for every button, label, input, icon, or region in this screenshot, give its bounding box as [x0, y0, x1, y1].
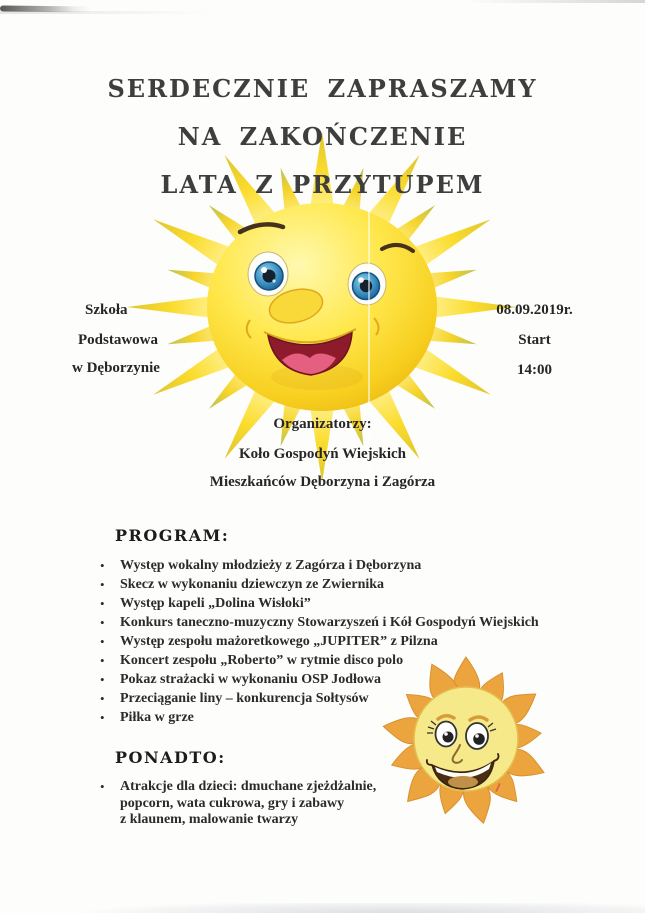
- organizers-line-2: Mieszkańców Dęborzyna i Zagórza: [209, 474, 436, 490]
- scan-crease-line: [368, 198, 370, 486]
- organizers-line-1: Koło Gospodyń Wiejskich: [239, 446, 406, 462]
- school-line-2: Podstawowa: [78, 332, 159, 348]
- program-item: [100, 556, 539, 575]
- program-heading: PROGRAM:: [115, 526, 230, 545]
- school-line-3: w Dęborzynie: [72, 360, 160, 376]
- bullet-icon: •: [100, 672, 105, 687]
- scan-smudge-top-faint: [0, 11, 210, 14]
- title-line-3: LATA Z PRZYTUPEM: [160, 170, 485, 199]
- ponadto-heading: PONADTO:: [115, 748, 226, 767]
- program-item: [100, 632, 539, 651]
- bullet-icon: •: [100, 691, 105, 706]
- bullet-icon: •: [100, 779, 105, 794]
- program-item: [100, 575, 539, 594]
- scan-smudge-bottom: [0, 903, 645, 913]
- event-info: [462, 302, 607, 392]
- ponadto-line-3: z klaunem, malowanie twarzy: [120, 812, 299, 827]
- program-item-label: Występ kapeli „Dolina Wisłoki”: [120, 596, 311, 611]
- scan-edge-top-right: [465, 0, 645, 3]
- bullet-icon: •: [100, 653, 105, 668]
- bullet-icon: •: [100, 634, 105, 649]
- event-date: 08.09.2019r.: [496, 302, 573, 318]
- bullet-icon: •: [100, 710, 105, 725]
- title-line-1: SERDECZNIE ZAPRASZAMY: [107, 74, 538, 103]
- organizers-heading: Organizatorzy:: [273, 416, 372, 432]
- program-item-label: Skecz w wykonaniu dziewczyn ze Zwiernika: [120, 577, 385, 592]
- program-item-label: Przeciąganie liny – konkurencja Sołtysów: [120, 691, 369, 706]
- program-item: [100, 613, 539, 632]
- ponadto-line-2: popcorn, wata cukrowa, gry i zabawy: [120, 795, 345, 811]
- ponadto-item: [100, 779, 376, 829]
- program-item-label: Występ wokalny młodzieży z Zagórza i Dęborzyna: [120, 558, 422, 573]
- school-line-1: Szkoła: [85, 302, 128, 318]
- ponadto-item-text: [120, 779, 376, 829]
- title-line-2: NA ZAKOŃCZENIE: [177, 122, 468, 151]
- program-item: [100, 594, 539, 613]
- event-start-label: Start: [518, 332, 551, 348]
- program-item-label: Koncert zespołu „Roberto” w rytmie disco polo: [120, 653, 404, 668]
- bullet-icon: •: [100, 615, 105, 630]
- bullet-icon: •: [100, 577, 105, 592]
- program-item-label: Występ zespołu mażoretkowego „JUPITER” z Pilzna: [120, 634, 438, 649]
- bullet-icon: •: [100, 558, 105, 573]
- program-item-label: Piłka w grze: [120, 710, 194, 725]
- program-item-label: Konkurs taneczno-muzyczny Stowarzyszeń i Kół Gospodyń Wiejskich: [120, 615, 539, 630]
- event-start-time: 14:00: [517, 362, 552, 378]
- program-item-label: Pokaz strażacki w wykonaniu OSP Jodłowa: [120, 672, 381, 687]
- ponadto-line-1: Atrakcje dla dzieci: dmuchane zjeżdżalnie,: [120, 779, 377, 794]
- sun-image-small: [374, 653, 550, 831]
- bullet-icon: •: [100, 596, 105, 611]
